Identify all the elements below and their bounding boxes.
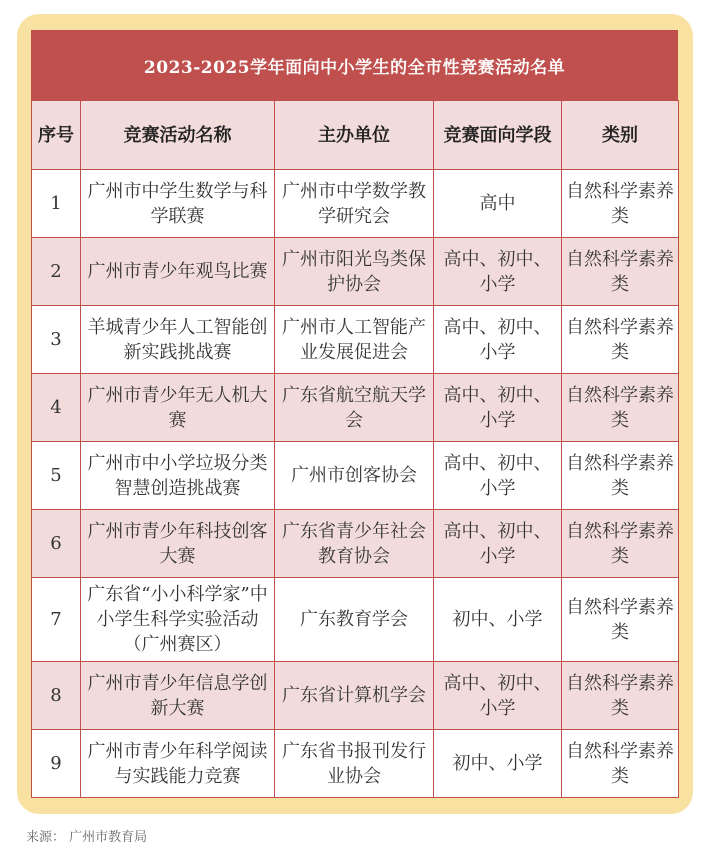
header-index: 序号 [32, 101, 81, 170]
header-category: 类别 [562, 101, 679, 170]
cell-stage: 高中、初中、小学 [434, 442, 562, 510]
cell-stage: 高中、初中、小学 [434, 238, 562, 306]
cell-stage: 高中、初中、小学 [434, 374, 562, 442]
cell-organizer: 广州市人工智能产业发展促进会 [275, 306, 434, 374]
cell-name: 羊城青少年人工智能创新实践挑战赛 [81, 306, 275, 374]
table-row [32, 374, 679, 442]
competition-table [31, 30, 678, 798]
cell-name: 广州市中学生数学与科学联赛 [81, 170, 275, 238]
table-row [32, 238, 679, 306]
table-row [32, 306, 679, 374]
cell-index: 6 [32, 510, 81, 578]
cell-stage: 高中、初中、小学 [434, 662, 562, 730]
cell-organizer: 广东教育学会 [275, 578, 434, 662]
cell-category: 自然科学素养类 [562, 578, 679, 662]
cell-organizer: 广东省书报刊发行业协会 [275, 730, 434, 798]
cell-category: 自然科学素养类 [562, 442, 679, 510]
header-name: 竞赛活动名称 [81, 101, 275, 170]
cell-index: 4 [32, 374, 81, 442]
cell-stage: 高中、初中、小学 [434, 510, 562, 578]
table-row [32, 442, 679, 510]
header-organizer: 主办单位 [275, 101, 434, 170]
cell-category: 自然科学素养类 [562, 374, 679, 442]
cell-name: 广东省“小小科学家”中小学生科学实验活动（广州赛区） [81, 578, 275, 662]
cell-stage: 高中、初中、小学 [434, 306, 562, 374]
cell-name: 广州市中小学垃圾分类智慧创造挑战赛 [81, 442, 275, 510]
cell-stage: 高中 [434, 170, 562, 238]
cell-name: 广州市青少年科技创客大赛 [81, 510, 275, 578]
source-note: 来源： 广州市教育局 [26, 830, 148, 845]
cell-category: 自然科学素养类 [562, 662, 679, 730]
cell-index: 1 [32, 170, 81, 238]
cell-index: 2 [32, 238, 81, 306]
cell-category: 自然科学素养类 [562, 306, 679, 374]
cell-organizer: 广州市阳光鸟类保护协会 [275, 238, 434, 306]
cell-category: 自然科学素养类 [562, 730, 679, 798]
cell-category: 自然科学素养类 [562, 238, 679, 306]
cell-category: 自然科学素养类 [562, 170, 679, 238]
table-row [32, 730, 679, 798]
cell-organizer: 广东省航空航天学会 [275, 374, 434, 442]
cell-name: 广州市青少年无人机大赛 [81, 374, 275, 442]
table-row [32, 170, 679, 238]
cell-index: 3 [32, 306, 81, 374]
cell-organizer: 广州市中学数学教学研究会 [275, 170, 434, 238]
cell-stage: 初中、小学 [434, 730, 562, 798]
cell-organizer: 广东省青少年社会教育协会 [275, 510, 434, 578]
table-title: 2023-2025学年面向中小学生的全市性竞赛活动名单 [31, 30, 678, 100]
cell-index: 5 [32, 442, 81, 510]
table-row [32, 578, 679, 662]
header-stage: 竞赛面向学段 [434, 101, 562, 170]
cell-index: 7 [32, 578, 81, 662]
table-header-row [32, 101, 679, 170]
cell-index: 9 [32, 730, 81, 798]
competition-list-table [31, 100, 679, 798]
cell-name: 广州市青少年信息学创新大赛 [81, 662, 275, 730]
cell-category: 自然科学素养类 [562, 510, 679, 578]
table-row [32, 510, 679, 578]
cell-name: 广州市青少年观鸟比赛 [81, 238, 275, 306]
cell-name: 广州市青少年科学阅读与实践能力竞赛 [81, 730, 275, 798]
cell-organizer: 广东省计算机学会 [275, 662, 434, 730]
cell-organizer: 广州市创客协会 [275, 442, 434, 510]
cell-index: 8 [32, 662, 81, 730]
cell-stage: 初中、小学 [434, 578, 562, 662]
table-row [32, 662, 679, 730]
